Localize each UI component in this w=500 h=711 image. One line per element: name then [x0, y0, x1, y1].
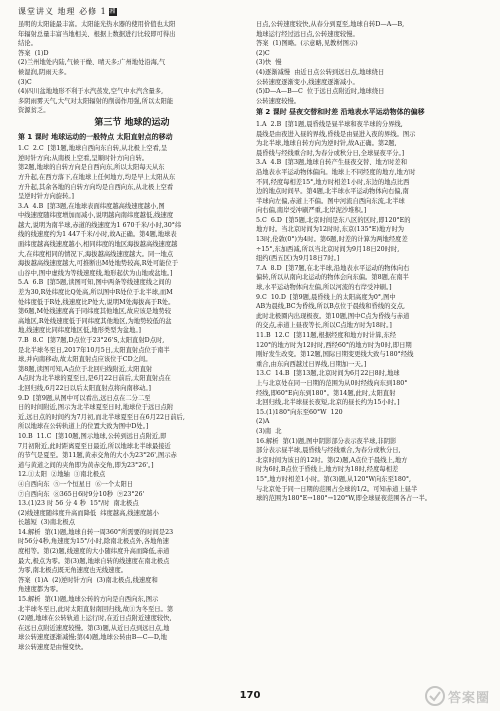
watermark-logo [424, 685, 494, 707]
text-line: 不同,经度每相差15°,地方时相差1小时,东边的地点比西 [256, 178, 410, 186]
left-column [18, 20, 246, 653]
text-line: 越大,说明为南半球,赤道的线速度为1 670千米/小时,30°纬 [18, 221, 182, 229]
text-line: 多阴雨雾天气,大气对太阳辐射的削弱作用强,所以太阳能 [18, 97, 174, 105]
text-line: 方升起,在西方落下,在地球上任何地方,均是早上太阳从东 [18, 173, 176, 181]
lesson-2-title: 第 2 课时 昼夜交替和时差 沿地表水平运动物体的偏移 [256, 108, 425, 117]
text-line: 13.C 14.B [第13题,北京时间为6月22日8时,地球 [256, 370, 400, 378]
text-line: 第2题,地球的自转方向是自西向东,所以太阳每天从东 [18, 164, 165, 172]
left-body-block [18, 144, 246, 652]
text-line: 第8题,读图可知,A点位于北回归线附近,太阳直射 [18, 365, 153, 373]
text-line: 近,远日点的时间约为7月初,而北半球夏至日在6月22日前后, [18, 413, 185, 421]
text-line: 与北京处于同一日期的范围占全球的1/2。可知赤道上昼半 [256, 485, 418, 493]
text-line: 时为6时,B点位于昏线上,地方时为18时,经度每相差 [256, 466, 399, 474]
text-line: (2)A [256, 418, 270, 426]
text-line: 面纬度越高线速度越小,相同纬度的地区海拔越高线速度越 [18, 241, 178, 249]
text-line: 向右偏,南岸受冲刷严重,北岸泥沙堆积。] [256, 207, 367, 215]
text-line: 偏转,所以从南向北运动的物体会向东偏。第8题,在南半 [256, 274, 409, 282]
page-number: 170 [239, 690, 261, 701]
text-line: 刚好发生改变。第12题,国际日期变更线大致与180°经线 [256, 351, 414, 359]
text-line: 重合,由东向西越过日界线,日期加一天。] [256, 360, 367, 368]
text-line: 经线,即60°E向东到180°。第14题,此时,太阳直射 [256, 389, 396, 397]
text-line: 处纬度低于R处,线速度比P处大,说明M处海拔高于R处。 [18, 298, 175, 306]
text-line: 日的时间附近,图示为北半球夏至日时,地球位于远日点附 [18, 404, 174, 412]
text-line: 为北半球,地球自转方向为逆时针,故A正确。第2题, [256, 140, 397, 148]
text-line: 北回归线,北半球昼长夜短,北京的昼长约为15小时。] [256, 399, 400, 407]
header-badge: 湘 [109, 8, 117, 15]
text-line: 差为30,R处纬度比Q处高,所以图中R处位于北半球,而M [18, 289, 173, 297]
text-line: 9.C 10.D [第9题,晨昏线上的太阳高度为0°,图中 [256, 293, 396, 301]
text-line: 球,水平运动物体向左偏,所以河流的右岸受冲刷。] [256, 284, 392, 292]
text-line: 15°,地方时相差1小时。第(3)题,从120°W向东至180°, [256, 475, 412, 483]
text-line: 候湿润,阴雨天多。 [18, 68, 71, 76]
text-line: 16.解析 第(1)题,图中阴影部分表示夜半球,非阴影 [256, 437, 397, 445]
text-line: 15.(1)180°向东至60°W 120 [256, 408, 343, 416]
text-line: (3)C [18, 78, 32, 86]
text-line: 大,在纬度相同的情况下,海拔越高线速度越大。同一地点 [18, 250, 174, 258]
text-line: 方升起,其余各地的自转方向均是自西向东,从北极上空看 [18, 183, 174, 191]
text-line: 公转速度较慢。 [256, 97, 301, 105]
text-line: 纽约(西五区)为9月18日7时。] [256, 255, 340, 263]
text-line: 答案 (1)D [18, 49, 49, 57]
text-line: 7.A 8.D [第7题,在北半球,沿地表水平运动的物体向右 [256, 264, 410, 272]
text-line: 所以地球在公转轨道上的位置大致为图中D处。] [18, 423, 149, 431]
text-line: 13时,伦敦(0°)为4时。第6题,时差的计算为两地经度差 [256, 236, 408, 244]
text-line: 5.A 6.B [第5题,读图可知,图中两条等线速度线之间的 [18, 279, 172, 287]
text-line: 北回归线,6月22日以后太阳直射点将向南移动。] [18, 384, 151, 392]
text-line: 的节气是夏至。第11题,黄赤交角的大小为23°26',图示赤 [18, 452, 177, 460]
text-line: 最大,极点为零。第(3)题,地球自转的线速度在南北极点 [18, 557, 170, 565]
text-line: 长越短 (3)南北极点 [18, 519, 76, 527]
text-line: 晨昏线与经线重合时,为春分或秋分日,全球昼夜平分。] [256, 149, 405, 157]
text-line: 结论。 [18, 40, 37, 48]
text-line: 球的范围为180°E→180°→120°W,即全球昼夜范围各占一半。 [256, 495, 432, 503]
text-line: 第6题,M处线速度高于同纬度其他地区,故应该是地势较 [18, 308, 171, 316]
text-line: AB为晨线,BC为昏线,所以B点位于晨线和昏线的交点, [256, 303, 406, 311]
text-line: 地球运行经过远日点,公转速度较慢。 [256, 30, 359, 38]
lesson-1-title: 第 1 课时 地球运动的一般特点 太阳直射点的移动 [18, 132, 173, 141]
header-text: 课堂讲义 地理 必修 1 [18, 7, 107, 16]
text-line: 边的地点时间早。第4题,北半球水平运动物体向右偏,南 [256, 188, 409, 196]
text-line: ⑦自西向东 ⑧365日6时9分10秒 ⑨23°26' [18, 490, 145, 498]
text-line: (2)兰州地处内陆,气候干燥、晴天多;广州地处沿海,气 [18, 59, 166, 67]
text-line: 呈逆时针方向旋转。] [18, 193, 74, 201]
text-line: ÷15°,东加西减,所以当北京时间为9月18日20时时, [256, 245, 400, 253]
text-line: 在远日点附近速度较慢。第(3)题,从近日点到远日点,地 [18, 624, 170, 632]
text-line: 120°的地方时为12时时,西经60°的地方时为0时,即日期 [256, 341, 412, 349]
text-line: 答案 (1)图略。(示意略,见教材图示) [256, 40, 358, 48]
text-line: 海拔越高线速度越大,可推断出M处地势较高,R处可能位于 [18, 260, 179, 268]
text-line: 是北半球冬至日,2017年10月5日,太阳直射点位于南半 [18, 346, 170, 354]
text-line: 9.D [第9题,从图中可以看出,远日点在二分二至 [18, 394, 151, 402]
text-line: 北京时间为该日的12时。第(2)题,A点位于晨线上,地方 [256, 456, 408, 464]
text-line: 此时北极圈内出现极夜。第10题,图中C点为昏线与赤道 [256, 312, 410, 320]
text-line: 10.B 11.C [第10题,图示地球,公转到远日点附近,即 [18, 432, 167, 440]
text-line: 虽明的太阳能最丰富。太阳能光热水器的使用价值也太阳 [18, 21, 176, 28]
text-line: 资源贫乏。 [18, 107, 50, 115]
text-line: (4)逐渐减慢 由近日点公转到远日点,地球绕日 [256, 68, 385, 76]
running-header [18, 6, 117, 17]
text-line: 部分表示昼半球,晨昏线与经线重合,为春分或秋分日, [256, 447, 401, 455]
text-line: (2)题,地球在公转轨道上运行时,在近日点附近速度较快, [18, 615, 172, 623]
text-line: 3.A 4.B [第3题,在地球表面纬度越高线速度越小,图 [18, 202, 165, 210]
watermark-mark-icon [424, 685, 446, 707]
text-line: 球公转速度是由慢变快。 [18, 644, 88, 651]
text-line: 1.C 2.C [第1题,地球自西向东自转,从北极上空看,呈 [18, 145, 168, 153]
text-line: 公转速度逐渐变小,线速度逐渐减小。 [256, 78, 359, 86]
text-line: (2)C [256, 49, 270, 57]
text-line: 地,线速度比同纬度地区低,地形类型为盆地。] [18, 327, 141, 335]
text-line: 5.C 6.D [第5题,北京时间是东八区的区时,即120°E的 [256, 216, 411, 224]
text-line: 球公转速度逐渐减慢;第(4)题,地球公转由B—C—D,地 [18, 634, 167, 642]
right-body-block [256, 120, 484, 504]
text-line: 15.解析 第(1)题,地球公转的方向是自西向东,图示 [18, 596, 159, 604]
text-line: 13.(1)23 时 56 分 4 秒 15°/时 南北极点 [18, 500, 139, 508]
text-line: 逆时针方向;从南极上空看,呈顺时针方向自转。 [18, 154, 149, 162]
text-line: 11.B 12.C [第11题,根据经度和地方时计算,东经 [256, 332, 397, 339]
text-line: 的交点,赤道上昼夜等长,所以C点地方时为18时。] [256, 322, 392, 330]
left-top-block [18, 20, 246, 116]
text-line: 年辐射总量丰富当地相关、根据上数据进行比较即可得出 [18, 30, 176, 38]
text-line: 山谷中,图中虚线为等线速度线,地形起伏为山地或盆地。] [18, 269, 173, 277]
text-line: 日点,公转速度较快,从春分到夏至,地球自转D—A—B, [256, 21, 405, 28]
text-line: 3.A 4.B [第3题,地球自转产生昼夜交替、地方时差和 [256, 159, 408, 167]
text-line: 上与北京处在同一日期的范围为从0时经线向东到180° [256, 379, 408, 387]
right-top-block [256, 20, 484, 106]
text-line: 中线速度随纬度增加而减小,说明越向南纬度越低,线速度 [18, 212, 174, 220]
text-line: 14.解析 第(1)题,地球自转一周360°所需要的时间是23 [18, 528, 174, 536]
text-line: 为零,南北极点既无角速度也无线速度。 [18, 567, 128, 575]
watermark-text: 答案圈 [448, 691, 491, 706]
text-line: 地方时。当北京时间为12时时,东京(135°E)地方时为 [256, 226, 405, 234]
text-line: (2)线速度随纬度升高而降低 纬度越高,线速度越小 [18, 509, 159, 517]
text-line: A点时为北半球的夏至日,是6月22日前后,太阳直射点在 [18, 375, 171, 383]
text-line: 7.B 8.C [第7题,D点位于23°26'S,太阳直射D点时, [18, 337, 165, 344]
text-line: 半球向左偏,赤道上不偏。图中河流自西向东流,北半球 [256, 197, 405, 205]
text-line: 北半球冬至日,此时太阳直射南回归线,故①为冬至日。第 [18, 605, 174, 613]
section-title: 第三节 地球的运动 [94, 117, 170, 128]
text-line: 7月初附近,此时距离夏至日最近,所以地球北半球最接近 [18, 442, 171, 450]
text-line: 线的线速度约为1 447千米/小时,故A正确。第4题,地球表 [18, 231, 177, 239]
text-line: ④自西向东 ⑤一个恒星日 ⑥一个太阳日 [18, 480, 134, 488]
text-line: 12.①太阳 ②地轴 ③南北极点 [18, 471, 106, 479]
text-line: (4)四川盆地地形不利于水汽蒸发,空气中水汽含量多, [18, 88, 164, 96]
text-line: 沿地表水平运动物体偏向。地球上不同经度的地方,地方时 [256, 168, 416, 176]
text-line: 时56分4秒,角速度为15°/小时,除南北极点外,各地角速 [18, 538, 169, 546]
text-line: 角速度都为零。 [18, 586, 63, 594]
text-line: 答案 (1)A (2)逆时针方向 (3)南北极点,线速度和 [18, 576, 158, 584]
text-line: 高地区,R处线速度低于同纬度其他地区,为地势较低的盆 [18, 317, 172, 325]
text-line: (3)快 慢 [256, 59, 282, 67]
right-column [256, 20, 484, 504]
text-line: (5)D—A—B—C 位于远日点附近时,地球绕日 [256, 88, 385, 96]
text-line: 道与黄道之间的夹角即为黄赤交角,即为23°26'。] [18, 461, 154, 469]
text-line: 1.A 2.B [第1题,晨昏线是昼半球和夜半球的分界线, [256, 120, 403, 128]
text-line: 球,并向南移动,故太阳直射点应该位于CD之间。 [18, 356, 152, 364]
text-line: (3)南 北 [256, 427, 282, 435]
text-line: 度相等。第(2)题,线速度的大小随纬度升高而降低,赤道 [18, 548, 170, 556]
text-line: 晨线是由夜进入昼的界线,昏线是由昼进入夜的界线。图示 [256, 130, 416, 138]
